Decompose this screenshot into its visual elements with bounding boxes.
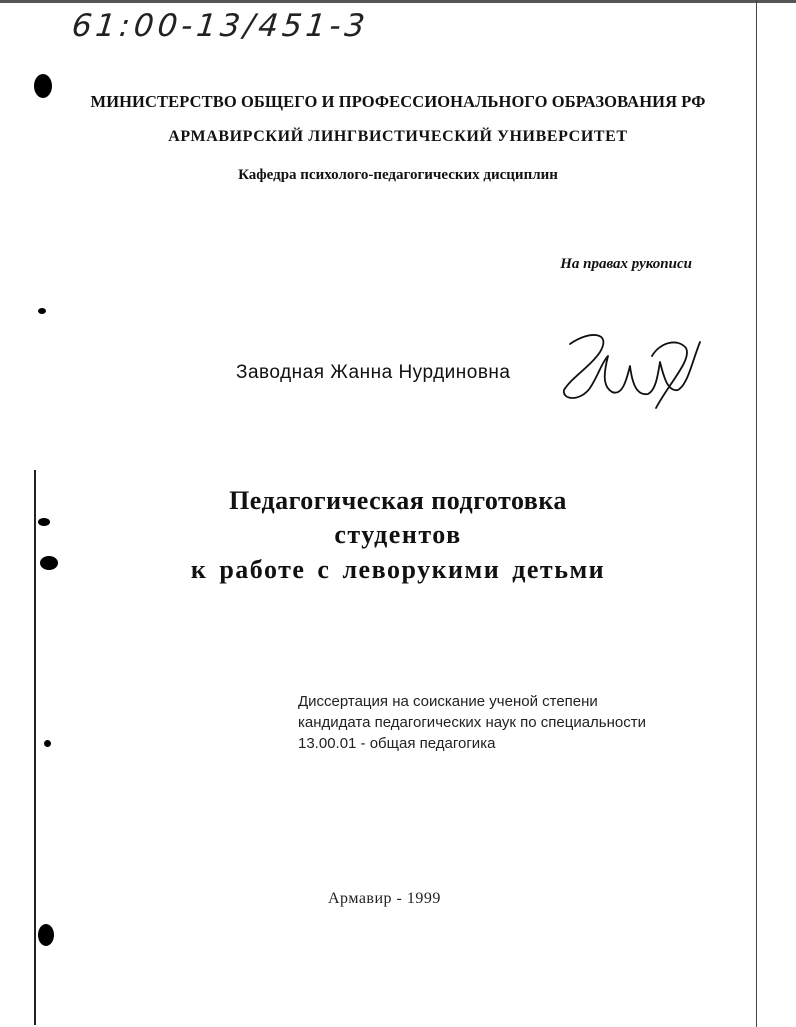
university-name: АРМАВИРСКИЙ ЛИНГВИСТИЧЕСКИЙ УНИВЕРСИТЕТ bbox=[168, 128, 628, 145]
ministry-name: МИНИСТЕРСТВО ОБЩЕГО И ПРОФЕССИОНАЛЬНОГО ОБРАЗОВАНИЯ РФ bbox=[90, 92, 706, 111]
signature-image bbox=[560, 322, 710, 414]
author-name: Заводная Жанна Нурдиновна bbox=[236, 362, 511, 383]
scan-punch-mark bbox=[38, 924, 54, 946]
degree-description-line-2: кандидата педагогических наук по специальности bbox=[298, 714, 646, 731]
scan-speck bbox=[38, 308, 46, 314]
degree-description-line-3: 13.00.01 - общая педагогика bbox=[298, 735, 496, 752]
dissertation-title-line-3: к работе с леворукими детьми bbox=[190, 555, 606, 584]
degree-description-line-1: Диссертация на соискание ученой степени bbox=[298, 693, 598, 710]
department-name: Кафедра психолого-педагогических дисциплин bbox=[238, 167, 558, 183]
scan-top-edge bbox=[0, 0, 796, 3]
dissertation-title-line-2: студентов bbox=[334, 520, 462, 549]
manuscript-rights-note: На правах рукописи bbox=[560, 256, 692, 272]
archive-number: 61:00-13/451-3 bbox=[70, 8, 371, 44]
dissertation-title-line-1: Педагогическая подготовка bbox=[229, 486, 567, 515]
place-and-year: Армавир - 1999 bbox=[328, 890, 441, 907]
scan-speck bbox=[44, 740, 51, 747]
scan-left-edge bbox=[34, 470, 36, 1025]
